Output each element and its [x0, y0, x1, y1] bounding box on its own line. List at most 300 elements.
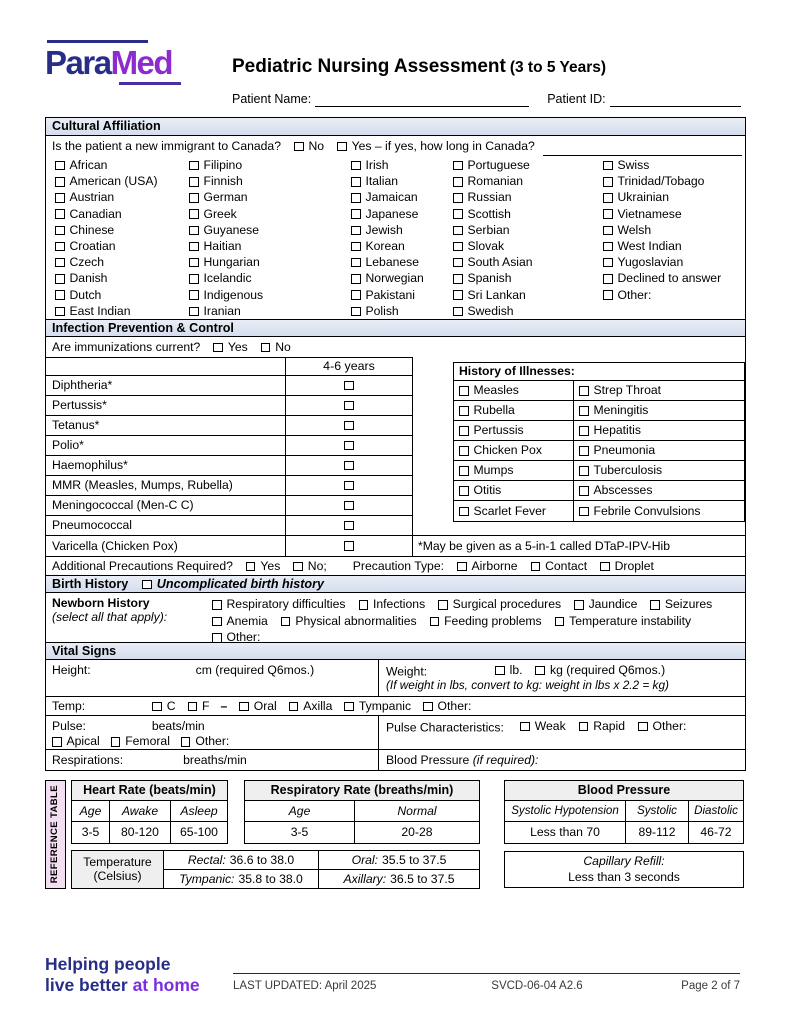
capillary-refill-label: Capillary Refill:: [583, 853, 665, 868]
newborn-options-line-2: [212, 613, 745, 630]
checkbox[interactable]: [344, 481, 354, 491]
newborn-option[interactable]: [359, 597, 426, 611]
immunization-checkbox-cell[interactable]: [285, 536, 412, 556]
immunization-checkbox-cell[interactable]: [285, 416, 412, 435]
checkbox[interactable]: [239, 702, 249, 712]
checkbox[interactable]: [453, 307, 463, 317]
illness-option[interactable]: [574, 481, 744, 500]
temperature-tympanic-cell: [164, 870, 319, 888]
checkbox[interactable]: [535, 666, 545, 676]
illness-option[interactable]: [454, 481, 574, 500]
option-label: West Indian: [617, 239, 682, 254]
illness-option[interactable]: [454, 441, 574, 460]
checkbox[interactable]: [359, 600, 369, 610]
checkbox[interactable]: [459, 446, 469, 456]
immunizations-current-option[interactable]: [261, 340, 291, 354]
ethnicity-option[interactable]: [351, 254, 453, 270]
option-label: Yes – if yes, how long in Canada?: [351, 138, 535, 153]
respiratory-rate-header-cell: Age: [245, 801, 355, 821]
patient-name-input-line[interactable]: [315, 92, 529, 107]
immunization-area: [46, 357, 745, 556]
ethnicity-option[interactable]: [189, 238, 351, 254]
illness-option[interactable]: [574, 441, 744, 460]
illness-option[interactable]: [454, 461, 574, 480]
ethnicity-option[interactable]: [55, 270, 189, 286]
checkbox[interactable]: [261, 343, 271, 353]
checkbox[interactable]: [603, 226, 613, 236]
newborn-option[interactable]: [430, 614, 542, 628]
immunizations-current-option[interactable]: [213, 340, 247, 354]
precaution-type-options: [444, 559, 654, 573]
ethnicity-option[interactable]: [453, 270, 603, 286]
ethnicity-option[interactable]: [55, 189, 189, 205]
checkbox[interactable]: [212, 633, 222, 643]
option-label: Abscesses: [593, 483, 653, 498]
checkbox[interactable]: [579, 386, 589, 396]
checkbox[interactable]: [55, 274, 65, 284]
blood-pressure-header-cell: Systolic: [626, 801, 689, 821]
immunization-checkbox-cell[interactable]: [285, 456, 412, 475]
checkbox[interactable]: [293, 562, 303, 572]
ethnicity-option[interactable]: [55, 206, 189, 222]
checkbox[interactable]: [294, 142, 304, 152]
ethnicity-option[interactable]: [351, 173, 453, 189]
checkbox[interactable]: [423, 702, 433, 712]
checkbox[interactable]: [495, 666, 505, 676]
temp-site-option[interactable]: [344, 699, 411, 713]
option-label: East Indian: [69, 303, 131, 318]
illness-option[interactable]: [574, 501, 744, 521]
ethnicity-option[interactable]: [453, 206, 603, 222]
section-header-vital-signs: Vital Signs: [46, 642, 745, 660]
newborn-history-row: [46, 593, 745, 645]
checkbox[interactable]: [111, 737, 121, 747]
checkbox[interactable]: [457, 562, 467, 572]
ethnicity-option[interactable]: [55, 254, 189, 270]
checkbox[interactable]: [55, 242, 65, 252]
checkbox[interactable]: [55, 161, 65, 171]
ethnicity-option[interactable]: [189, 287, 351, 303]
option-label: Femoral: [125, 734, 170, 749]
option-label: Other:: [226, 630, 261, 645]
temp-site-option[interactable]: [239, 699, 277, 713]
option-label: Anemia: [226, 613, 268, 628]
pulse-characteristic-option[interactable]: [579, 719, 625, 733]
patient-id-input-line[interactable]: [610, 92, 741, 107]
ethnicity-option[interactable]: [189, 173, 351, 189]
checkbox[interactable]: [579, 507, 589, 517]
illness-option[interactable]: [454, 381, 574, 400]
checkbox[interactable]: [453, 161, 463, 171]
checkbox[interactable]: [603, 209, 613, 219]
immunization-label: MMR (Measles, Mumps, Rubella): [52, 478, 233, 493]
checkbox[interactable]: [189, 161, 199, 171]
checkbox[interactable]: [453, 226, 463, 236]
precaution-type-option[interactable]: [457, 559, 518, 573]
checkbox[interactable]: [337, 142, 347, 152]
immunization-row: [46, 536, 412, 556]
weight-unit-option[interactable]: [535, 663, 665, 677]
ethnicity-option[interactable]: [351, 303, 453, 319]
checkbox[interactable]: [351, 242, 361, 252]
option-label: kg (required Q6mos.): [549, 663, 666, 677]
checkbox[interactable]: [638, 722, 648, 732]
respirations-unit-label: breaths/min: [183, 752, 247, 767]
capillary-refill-box: [504, 851, 744, 888]
immunization-row: [46, 416, 412, 436]
immigrant-option[interactable]: [294, 139, 324, 153]
immunization-checkbox-cell[interactable]: [285, 436, 412, 455]
ethnicity-option[interactable]: [453, 303, 603, 319]
ethnicity-option[interactable]: [55, 287, 189, 303]
patient-row: [232, 92, 741, 107]
option-label: Droplet: [614, 558, 654, 573]
checkbox[interactable]: [344, 461, 354, 471]
ethnicity-option[interactable]: [55, 222, 189, 238]
checkbox[interactable]: [430, 617, 440, 627]
ethnicity-option[interactable]: [351, 222, 453, 238]
patient-id-label: Patient ID:: [547, 92, 606, 106]
option-label: Yes: [260, 558, 281, 573]
immunization-checkbox-cell[interactable]: [285, 496, 412, 515]
immunization-checkbox-cell[interactable]: [285, 376, 412, 395]
checkbox[interactable]: [603, 193, 613, 203]
checkbox[interactable]: [181, 737, 191, 747]
section-header-infection-prevention: Infection Prevention & Control: [46, 319, 745, 337]
ethnicity-option[interactable]: [351, 206, 453, 222]
ethnicity-option[interactable]: [55, 303, 189, 319]
newborn-option[interactable]: [212, 630, 260, 644]
option-label: Austrian: [69, 190, 115, 205]
blood-pressure-value-cell: Less than 70: [505, 822, 626, 843]
checkbox[interactable]: [453, 274, 463, 284]
checkbox[interactable]: [189, 307, 199, 317]
ethnicity-option[interactable]: [453, 254, 603, 270]
checkbox[interactable]: [351, 161, 361, 171]
option-label: Weak: [534, 719, 566, 733]
checkbox[interactable]: [453, 193, 463, 203]
option-label: Sri Lankan: [467, 287, 526, 302]
checkbox[interactable]: [603, 177, 613, 187]
option-label: Rapid: [593, 719, 626, 733]
checkbox[interactable]: [281, 617, 291, 627]
checkbox[interactable]: [459, 426, 469, 436]
checkbox[interactable]: [459, 386, 469, 396]
checkbox[interactable]: [213, 343, 223, 353]
checkbox[interactable]: [600, 562, 610, 572]
precaution-type-option[interactable]: [531, 559, 588, 573]
ethnicity-option[interactable]: [603, 270, 745, 286]
reference-table-side-strip: [45, 780, 66, 889]
checkbox[interactable]: [55, 209, 65, 219]
temperature-rectal-cell: [164, 851, 319, 869]
checkbox[interactable]: [555, 617, 565, 627]
ethnicity-option[interactable]: [189, 222, 351, 238]
pulse-characteristic-option[interactable]: [638, 719, 686, 733]
illness-option[interactable]: [454, 401, 574, 420]
newborn-option[interactable]: [438, 597, 561, 611]
immunization-label: Tetanus*: [52, 418, 100, 433]
respiratory-rate-reference-table: [244, 780, 480, 844]
immunization-label: Meningococcal (Men-C C): [52, 498, 194, 513]
ethnicity-option[interactable]: [603, 238, 745, 254]
immunization-row: [46, 396, 412, 416]
checkbox[interactable]: [579, 722, 589, 732]
checkbox[interactable]: [459, 507, 469, 517]
option-label: Feeding problems: [444, 613, 542, 628]
ethnicity-option[interactable]: [603, 173, 745, 189]
newborn-option[interactable]: [555, 614, 691, 628]
option-label: Iranian: [203, 303, 241, 318]
checkbox[interactable]: [344, 702, 354, 712]
checkbox[interactable]: [603, 258, 613, 268]
illness-option[interactable]: [454, 501, 574, 521]
blood-pressure-value-cell: 46-72: [700, 825, 732, 840]
checkbox[interactable]: [142, 580, 152, 590]
ethnicity-option[interactable]: [453, 222, 603, 238]
pulse-site-option[interactable]: [111, 734, 170, 748]
ethnicity-option[interactable]: [603, 189, 745, 205]
option-label: Pneumonia: [593, 443, 656, 458]
newborn-option[interactable]: [574, 597, 637, 611]
illness-option[interactable]: [454, 421, 574, 440]
logo-text: [45, 46, 185, 79]
option-label: Czech: [69, 255, 105, 270]
immunization-checkbox-cell[interactable]: [285, 476, 412, 495]
footer-page-number: Page 2 of 7: [681, 980, 740, 992]
checkbox[interactable]: [579, 466, 589, 476]
tagline-line-2-purple: at home: [132, 975, 200, 995]
option-label: Swedish: [467, 303, 514, 318]
checkbox[interactable]: [55, 193, 65, 203]
immigrant-question: Is the patient a new immigrant to Canada?: [52, 138, 281, 153]
logo-text-para: Para: [45, 44, 111, 81]
section-header-birth-history: [46, 575, 745, 593]
immunization-label: Pneumococcal: [52, 518, 132, 533]
checkbox[interactable]: [152, 702, 162, 712]
ethnicity-column-4: [453, 157, 603, 319]
ethnicity-option[interactable]: [453, 173, 603, 189]
checkbox[interactable]: [351, 226, 361, 236]
temp-unit-option[interactable]: [152, 699, 175, 713]
checkbox[interactable]: [453, 290, 463, 300]
ethnicity-option[interactable]: [351, 287, 453, 303]
immigrant-option[interactable]: [337, 139, 535, 153]
ethnicity-option[interactable]: [189, 189, 351, 205]
vaccine-combination-note: *May be given as a 5-in-1 called DTaP-IPV-Hib: [413, 535, 745, 556]
newborn-option[interactable]: [212, 597, 346, 611]
heart-rate-value-row: [72, 822, 227, 843]
illness-option[interactable]: [574, 381, 744, 400]
checkbox[interactable]: [531, 562, 541, 572]
option-label: Seizures: [664, 597, 713, 612]
respiratory-rate-value-cell: 20-28: [401, 825, 433, 840]
height-label: Height:: [52, 663, 91, 677]
checkbox[interactable]: [55, 258, 65, 268]
checkbox[interactable]: [351, 258, 361, 268]
option-label: Croatian: [69, 239, 116, 254]
heart-rate-value-cell: 65-100: [180, 825, 218, 840]
checkbox[interactable]: [344, 501, 354, 511]
illness-option[interactable]: [574, 461, 744, 480]
pulse-unit-label: beats/min: [151, 719, 205, 733]
ethnicity-option[interactable]: [55, 173, 189, 189]
ethnicity-option[interactable]: [189, 303, 351, 319]
ethnicity-option[interactable]: [189, 270, 351, 286]
precaution-required-option[interactable]: [246, 559, 280, 573]
ethnicity-option[interactable]: [189, 157, 351, 173]
option-label: Infections: [373, 597, 426, 612]
ethnicity-option[interactable]: [453, 189, 603, 205]
immunizations-current-row: [46, 337, 745, 357]
ethnicity-option[interactable]: [453, 238, 603, 254]
checkbox[interactable]: [351, 193, 361, 203]
newborn-option[interactable]: [281, 614, 417, 628]
checkbox[interactable]: [603, 161, 613, 171]
option-label: Canadian: [69, 206, 122, 221]
checkbox[interactable]: [344, 381, 354, 391]
option-label: German: [203, 190, 248, 205]
immunization-checkbox-cell[interactable]: [285, 396, 412, 415]
checkbox[interactable]: [189, 290, 199, 300]
checkbox[interactable]: [579, 406, 589, 416]
checkbox[interactable]: [344, 401, 354, 411]
temp-site-option[interactable]: [423, 699, 471, 713]
weight-unit-option[interactable]: [495, 663, 522, 677]
checkbox[interactable]: [55, 226, 65, 236]
checkbox[interactable]: [603, 290, 613, 300]
immunization-checkbox-cell[interactable]: [285, 516, 412, 535]
temp-unit-option[interactable]: [188, 699, 210, 713]
checkbox[interactable]: [459, 466, 469, 476]
option-label: Jaundice: [588, 597, 638, 612]
checkbox[interactable]: [55, 307, 65, 317]
checkbox[interactable]: [289, 702, 299, 712]
checkbox[interactable]: [351, 274, 361, 284]
checkbox[interactable]: [650, 600, 660, 610]
checkbox[interactable]: [453, 209, 463, 219]
checkbox[interactable]: [453, 258, 463, 268]
checkbox[interactable]: [579, 446, 589, 456]
ethnicity-option[interactable]: [603, 287, 745, 303]
checkbox[interactable]: [459, 406, 469, 416]
option-label: Other:: [195, 734, 230, 749]
temp-site-option[interactable]: [289, 699, 333, 713]
precaution-type-option[interactable]: [600, 559, 654, 573]
checkbox[interactable]: [189, 242, 199, 252]
weight-unit-options: [482, 663, 665, 677]
pulse-cell: [46, 716, 379, 749]
checkbox[interactable]: [212, 617, 222, 627]
ethnicity-option[interactable]: [603, 206, 745, 222]
additional-precautions-row: [46, 556, 745, 575]
illness-option[interactable]: [574, 421, 744, 440]
ethnicity-column-5: [603, 157, 745, 319]
checkbox[interactable]: [351, 177, 361, 187]
illness-row: [454, 381, 744, 401]
checkbox[interactable]: [212, 600, 222, 610]
illness-option[interactable]: [574, 401, 744, 420]
checkbox[interactable]: [453, 177, 463, 187]
checkbox[interactable]: [188, 702, 198, 712]
uncomplicated-birth-option[interactable]: [142, 577, 324, 591]
checkbox[interactable]: [189, 274, 199, 284]
pulse-characteristic-option[interactable]: [520, 719, 565, 733]
immigrant-duration-input-line[interactable]: [543, 140, 742, 156]
checkbox[interactable]: [453, 242, 463, 252]
additional-precautions-options: [233, 559, 327, 573]
ethnicity-option[interactable]: [189, 206, 351, 222]
pulse-site-option[interactable]: [181, 734, 229, 748]
illness-history-rows: [454, 381, 744, 521]
ethnicity-option[interactable]: [55, 157, 189, 173]
ethnicity-option[interactable]: [603, 254, 745, 270]
newborn-option[interactable]: [650, 597, 712, 611]
checkbox[interactable]: [344, 521, 354, 531]
ethnicity-option[interactable]: [351, 270, 453, 286]
option-label: Vietnamese: [617, 206, 682, 221]
checkbox[interactable]: [55, 290, 65, 300]
checkbox[interactable]: [344, 421, 354, 431]
illness-row: [454, 441, 744, 461]
option-label: Finnish: [203, 174, 243, 189]
checkbox[interactable]: [55, 177, 65, 187]
select-all-note: (select all that apply):: [52, 610, 168, 625]
ethnicity-option[interactable]: [351, 157, 453, 173]
height-cell: [46, 660, 379, 696]
checkbox[interactable]: [344, 441, 354, 451]
ethnicity-option[interactable]: [603, 222, 745, 238]
ethnicity-option[interactable]: [603, 157, 745, 173]
checkbox[interactable]: [189, 226, 199, 236]
checkbox[interactable]: [459, 486, 469, 496]
precaution-required-option[interactable]: [293, 559, 326, 573]
checkbox[interactable]: [603, 242, 613, 252]
checkbox[interactable]: [189, 258, 199, 268]
blood-pressure-reference-table: [504, 780, 744, 844]
checkbox[interactable]: [52, 737, 62, 747]
ethnicity-option[interactable]: [189, 254, 351, 270]
ethnicity-option[interactable]: [55, 238, 189, 254]
checkbox[interactable]: [351, 290, 361, 300]
checkbox[interactable]: [603, 274, 613, 284]
checkbox[interactable]: [438, 600, 448, 610]
ethnicity-option[interactable]: [453, 287, 603, 303]
checkbox[interactable]: [246, 562, 256, 572]
immunization-table: [46, 357, 413, 556]
checkbox[interactable]: [520, 722, 530, 732]
option-label: lb.: [509, 663, 523, 677]
checkbox[interactable]: [351, 307, 361, 317]
height-weight-row: [46, 660, 745, 696]
ethnicity-option[interactable]: [453, 157, 603, 173]
axillary-label: Axillary:: [343, 871, 387, 886]
respiratory-rate-value-row: [245, 822, 479, 843]
checkbox[interactable]: [351, 209, 361, 219]
pulse-site-option[interactable]: [52, 734, 100, 748]
ethnicity-option[interactable]: [351, 189, 453, 205]
newborn-option[interactable]: [212, 614, 268, 628]
checkbox[interactable]: [579, 486, 589, 496]
checkbox[interactable]: [189, 177, 199, 187]
option-label: Chicken Pox: [473, 443, 542, 458]
checkbox[interactable]: [344, 541, 354, 551]
ethnicity-option[interactable]: [351, 238, 453, 254]
checkbox[interactable]: [574, 600, 584, 610]
checkbox[interactable]: [189, 193, 199, 203]
checkbox[interactable]: [579, 426, 589, 436]
checkbox[interactable]: [189, 209, 199, 219]
